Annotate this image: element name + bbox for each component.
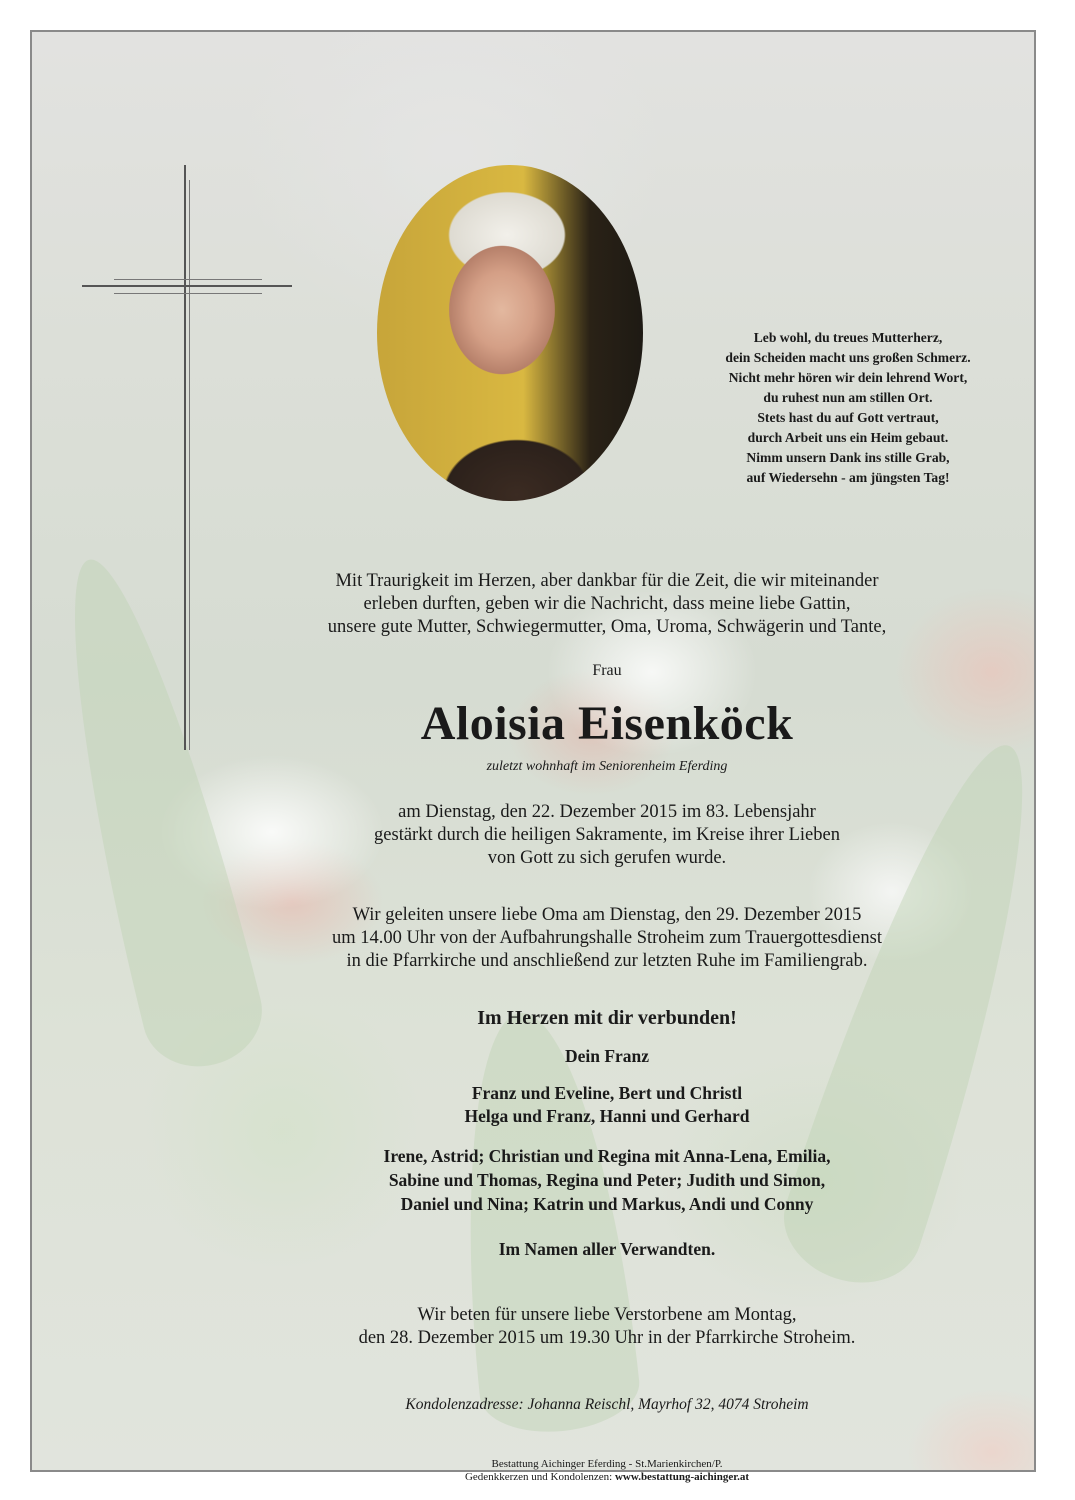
death-line: am Dienstag, den 22. Dezember 2015 im 83. Lebensjahr <box>398 802 816 822</box>
poem-line: dein Scheiden macht uns großen Schmerz. <box>725 350 971 365</box>
cross-line <box>114 279 262 280</box>
footer-company: Bestattung Aichinger Eferding - St.Marienkirchen/P. <box>491 1458 723 1470</box>
poem-line: Leb wohl, du treues Mutterherz, <box>753 330 943 345</box>
cross-line <box>114 293 262 294</box>
footer-label: Gedenkkerzen und Kondolenzen: <box>464 1471 613 1483</box>
cross-icon <box>184 165 186 750</box>
cross-line <box>189 180 190 750</box>
deceased-name: Aloisia Eisenköck <box>420 697 794 750</box>
notice-frame <box>30 30 1036 1483</box>
poem <box>682 328 1014 488</box>
death-line: von Gott zu sich gerufen wurde. <box>487 848 727 868</box>
children <box>262 1082 952 1128</box>
intro-text <box>262 570 952 639</box>
cross-line <box>82 285 292 287</box>
poem-line: Nicht mehr hören wir dein lehrend Wort, <box>728 370 968 385</box>
grandchildren <box>262 1144 952 1216</box>
footer-contact <box>262 1471 952 1484</box>
poem-line: du ruhest nun am stillen Ort. <box>763 390 933 405</box>
salutation: Frau <box>592 662 622 679</box>
funeral-line: in die Pfarrkirche und anschließend zur letzten Ruhe im Familiengrab. <box>346 951 868 971</box>
intro-line: erleben durften, geben wir die Nachricht, dass meine liebe Gattin, <box>363 594 851 614</box>
prayer-line: den 28. Dezember 2015 um 19.30 Uhr in der Pfarrkirche Stroheim. <box>358 1328 856 1348</box>
spouse: Dein Franz <box>564 1046 650 1066</box>
grandchildren-line: Irene, Astrid; Christian und Regina mit Anna-Lena, Emilia, <box>383 1146 831 1166</box>
grandchildren-line: Sabine und Thomas, Regina und Peter; Judith und Simon, <box>388 1170 826 1190</box>
grandchildren-line: Daniel und Nina; Katrin und Markus, Andi und Conny <box>400 1194 814 1214</box>
children-line: Franz und Eveline, Bert und Christl <box>471 1083 743 1103</box>
children-line: Helga und Franz, Hanni und Gerhard <box>464 1106 750 1126</box>
prayer-notice <box>262 1304 952 1350</box>
farewell-line: Im Herzen mit dir verbunden! <box>477 1007 737 1029</box>
condolence-address: Kondolenzadresse: Johanna Reischl, Mayrhof 32, 4074 Stroheim <box>405 1396 809 1413</box>
funeral-line: um 14.00 Uhr von der Aufbahrungshalle Stroheim zum Trauergottesdienst <box>332 928 882 948</box>
residence: zuletzt wohnhaft im Seniorenheim Eferding <box>486 759 728 774</box>
intro-line: Mit Traurigkeit im Herzen, aber dankbar für die Zeit, die wir miteinander <box>335 571 879 591</box>
death-announcement <box>262 801 952 870</box>
footer <box>262 1458 952 1484</box>
footer-url[interactable]: www.bestattung-aichinger.at <box>614 1471 750 1483</box>
poem-line: Stets hast du auf Gott vertraut, <box>757 410 939 425</box>
funeral-details <box>262 904 952 973</box>
portrait-photo <box>377 165 643 501</box>
poem-line: auf Wiedersehn - am jüngsten Tag! <box>746 470 950 485</box>
leaf-decoration <box>31 545 273 1079</box>
intro-line: unsere gute Mutter, Schwiegermutter, Oma, Uroma, Schwägerin und Tante, <box>327 617 887 637</box>
leaf-decoration <box>440 1005 643 1439</box>
death-line: gestärkt durch die heiligen Sakramente, im Kreise ihrer Lieben <box>374 825 840 845</box>
prayer-line: Wir beten für unsere liebe Verstorbene am Montag, <box>417 1305 797 1325</box>
poem-line: Nimm unsern Dank ins stille Grab, <box>746 450 950 465</box>
funeral-line: Wir geleiten unsere liebe Oma am Dienstag, den 29. Dezember 2015 <box>352 905 862 925</box>
relatives-line: Im Namen aller Verwandten. <box>498 1239 716 1259</box>
poem-line: durch Arbeit uns ein Heim gebaut. <box>747 430 949 445</box>
